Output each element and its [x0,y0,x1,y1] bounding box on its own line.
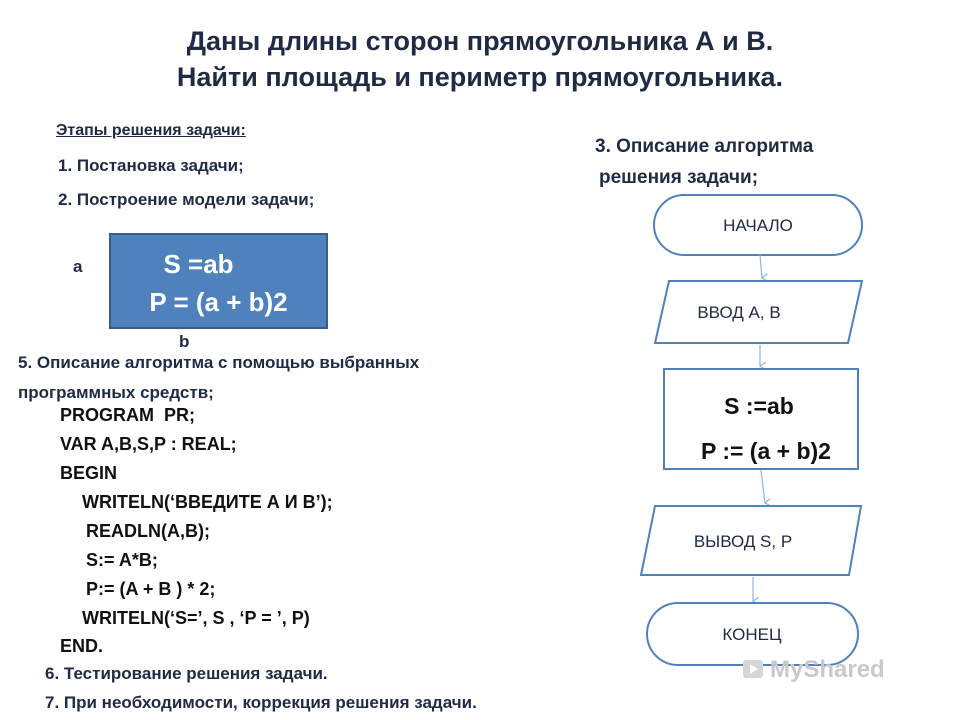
start-label: НАЧАЛО [723,216,793,235]
output-label: ВЫВОД S, P [693,532,793,551]
code-line: VAR A,B,S,P : REAL; [60,434,237,454]
code-line: READLN(A,B); [86,521,210,541]
perimeter-formula: P = (a + b)2 [149,287,288,317]
title-line-1: Даны длины сторон прямоугольника А и В. [186,26,774,56]
code-line: END. [60,636,104,656]
process-line-1: S :=ab [724,393,794,419]
code-line: WRITELN(‘S=’, S , ‘P = ’, P) [82,608,310,628]
code-line: P:= (A + B ) * 2; [86,579,216,599]
side-a-label: a [73,257,83,276]
flow-arrow [760,255,762,278]
step-7: 7. При необходимости, коррекция решения задачи. [45,693,477,712]
code-line: WRITELN(‘ВВЕДИТЕ А И В’); [82,492,333,512]
step-1: 1. Постановка задачи; [58,156,244,175]
end-label: КОНЕЦ [722,625,782,644]
watermark-text: MyShared [770,656,885,683]
step-2: 2. Построение модели задачи; [58,190,315,209]
step-3-line-1: 3. Описание алгоритма [595,136,814,157]
step-5-line-2: программных средств; [18,383,214,402]
code-line: S:= A*B; [86,550,158,570]
area-formula: S =ab [163,249,234,279]
step-6: 6. Тестирование решения задачи. [45,664,328,683]
code-line: BEGIN [60,463,118,483]
title-line-2: Найти площадь и периметр прямоугольника. [176,62,784,92]
step-5-line-1: 5. Описание алгоритма с помощью выбранных [18,353,420,372]
flow-arrow [761,470,765,503]
side-b-label: b [179,332,190,351]
process-line-2: P := (a + b)2 [701,438,831,464]
stages-heading: Этапы решения задачи: [56,122,246,139]
input-label: ВВОД А, В [697,303,781,322]
step-3-line-2: решения задачи; [599,167,759,188]
code-line: PROGRAM PR; [60,405,195,425]
watermark-logo-icon [742,658,764,680]
